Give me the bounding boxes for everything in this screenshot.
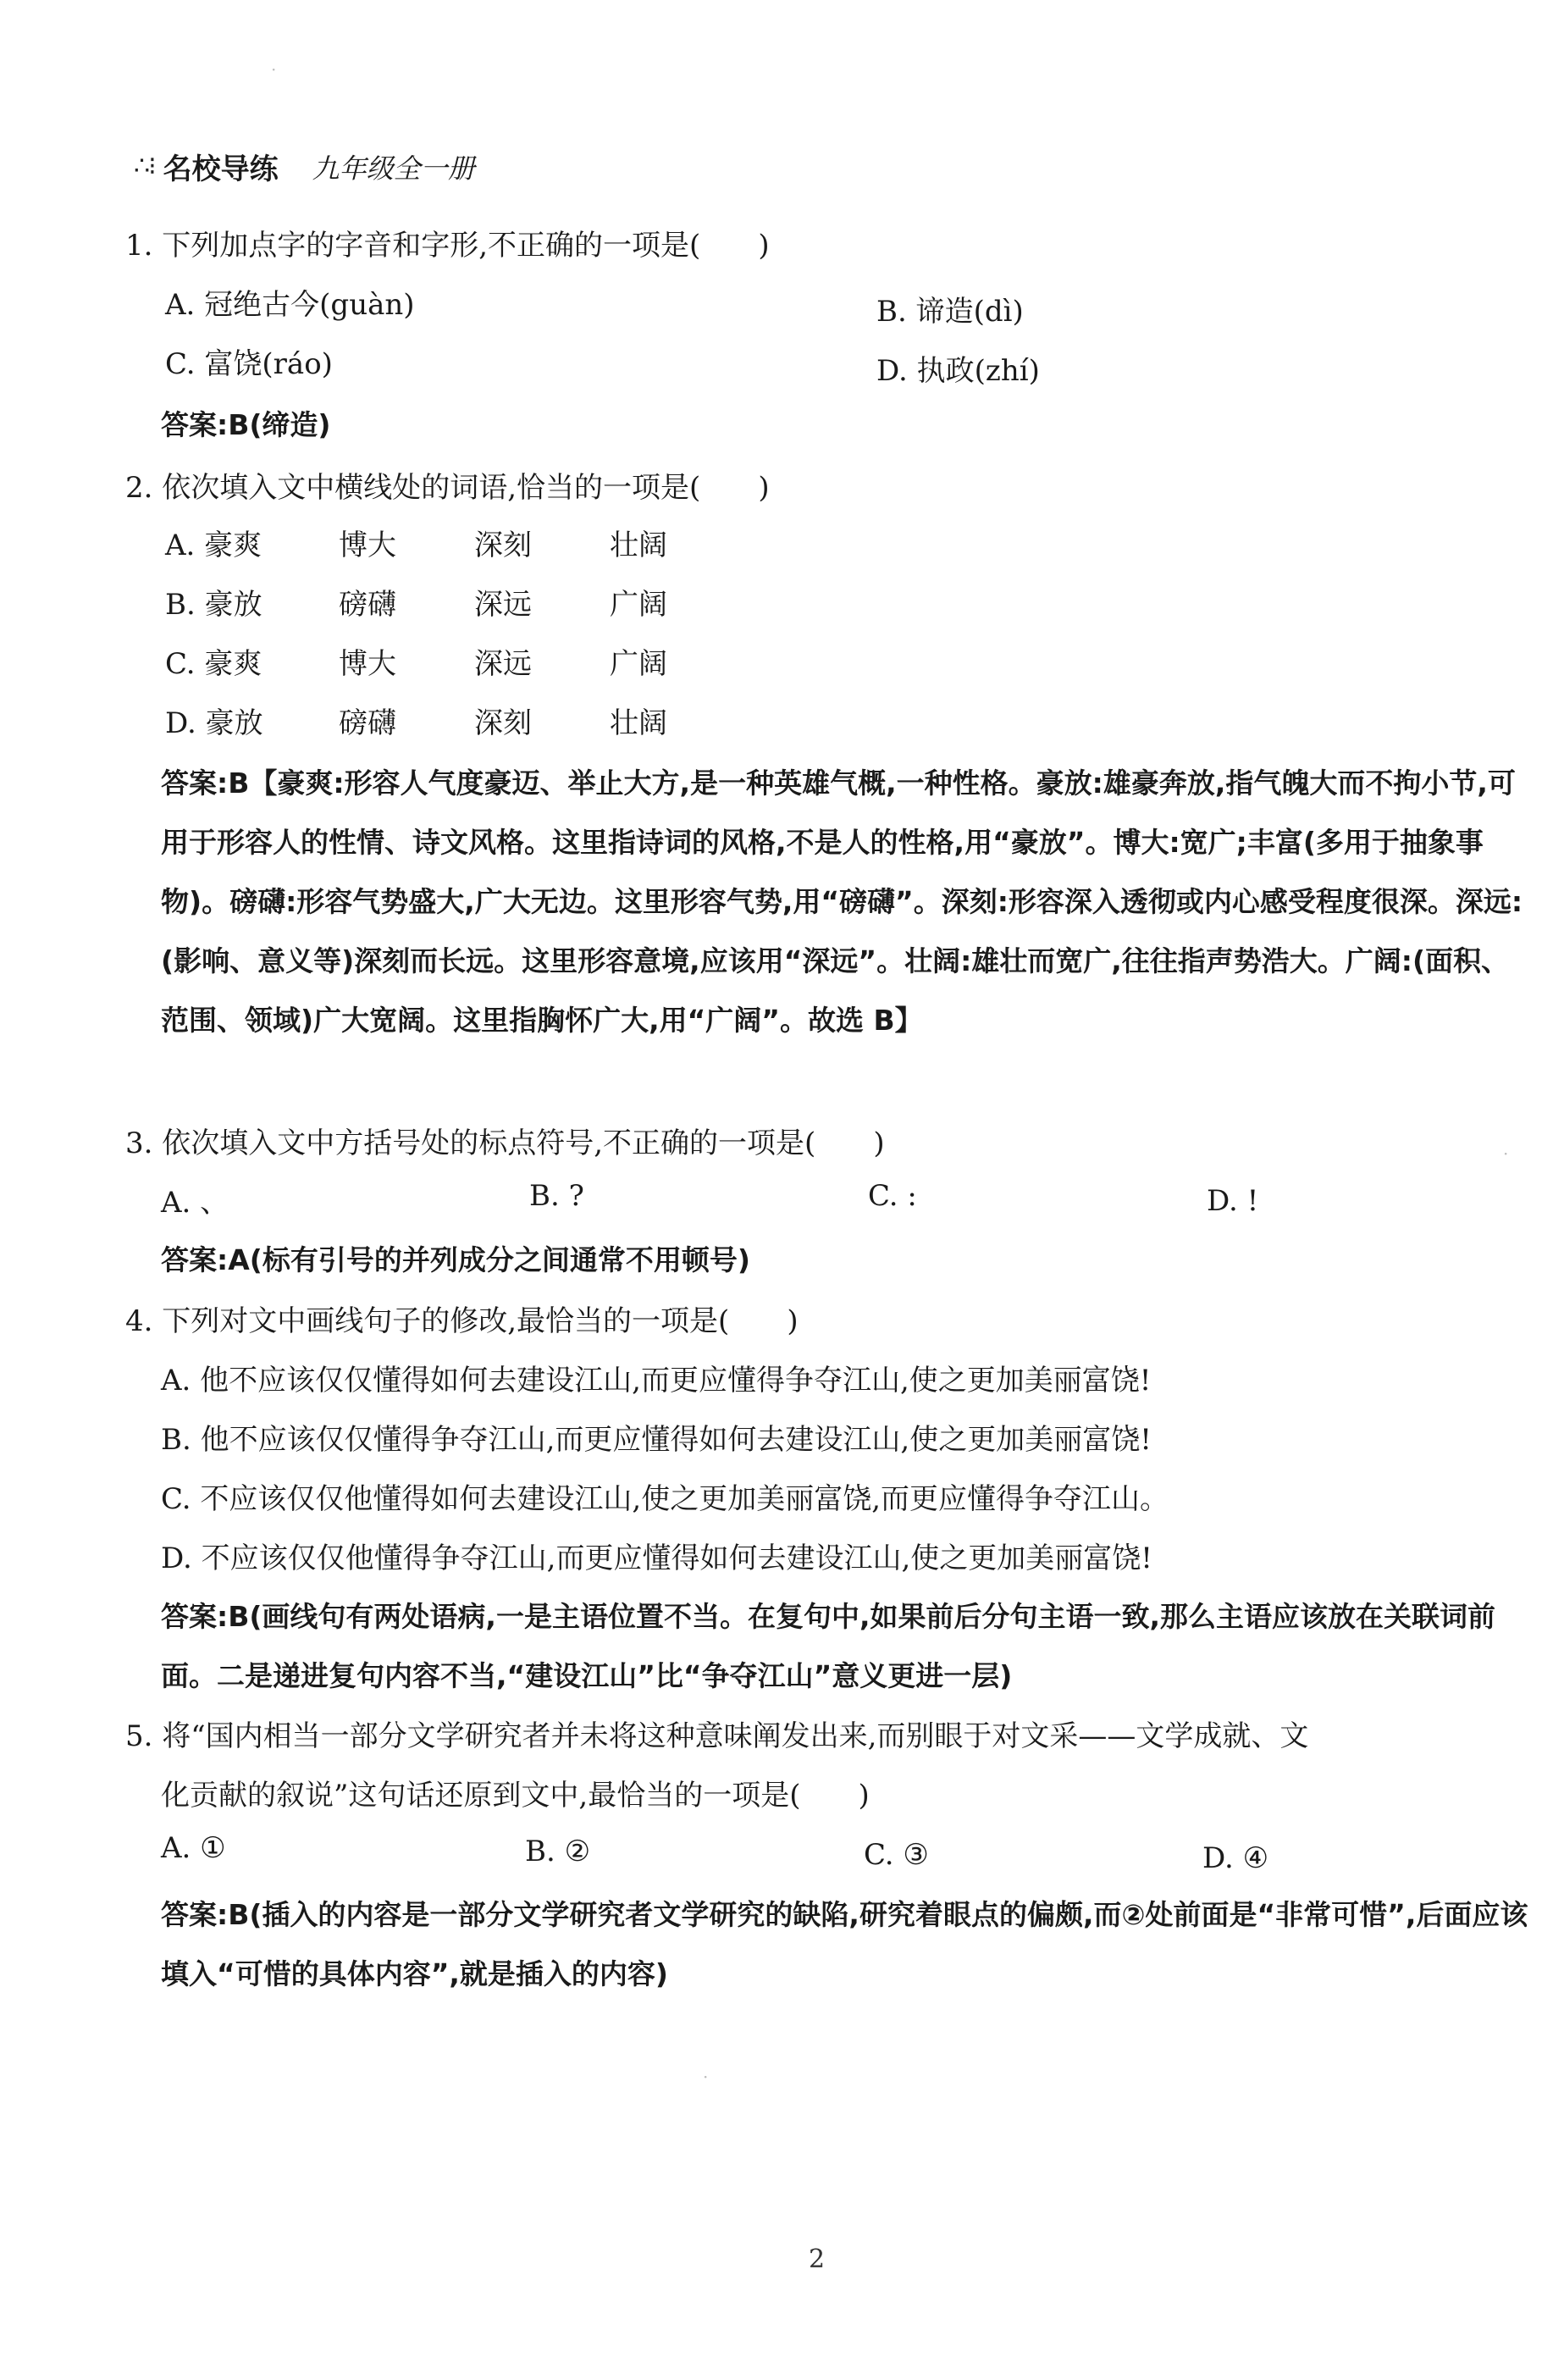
running-header	[134, 146, 475, 187]
brand-title: 名校导练	[163, 152, 279, 186]
question-5-stem-line-1: 5. 将“国内相当一部分文学研究者并未将这种意味阐发出来,而别眼于对文采——文学成就、文	[125, 1719, 1309, 1753]
question-1-option-a: A. 冠绝古今(guàn)	[165, 288, 415, 322]
question-1-option-d: D. 执政(zhí)	[876, 354, 1040, 388]
question-4-stem: 4. 下列对文中画线句子的修改,最恰当的一项是( )	[125, 1304, 799, 1338]
page-number: 2	[809, 2244, 826, 2274]
word-cell: 深刻	[474, 706, 532, 740]
word-cell: B. 豪放	[165, 588, 263, 622]
question-2-option-b	[165, 581, 667, 623]
word-cell: 壮阔	[610, 706, 667, 740]
word-cell: 壮阔	[610, 529, 667, 562]
word-cell: D. 豪放	[165, 706, 263, 740]
word-cell: 深刻	[474, 529, 532, 562]
scan-speck: ·	[1503, 1143, 1509, 1164]
question-5-option-b: B. ②	[525, 1835, 591, 1868]
question-3-stem: 3. 依次填入文中方括号处的标点符号,不正确的一项是( )	[125, 1126, 885, 1160]
question-5-stem-line-2: 化贡献的叙说”这句话还原到文中,最恰当的一项是( )	[161, 1779, 870, 1813]
word-cell: 博大	[339, 647, 396, 681]
question-2-option-d	[165, 700, 667, 741]
question-2-option-a	[165, 522, 667, 563]
book-subtitle: 九年级全一册	[312, 152, 475, 185]
question-2-option-c	[165, 640, 667, 682]
question-5-option-c: C. ③	[864, 1838, 929, 1872]
question-4-option-a: A. 他不应该仅仅懂得如何去建设江山,而更应懂得争夺江山,使之更加美丽富饶!	[161, 1364, 1152, 1398]
scan-speck: ·	[271, 59, 277, 80]
question-2-answer: 答案:B【豪爽:形容人气度豪迈、举止大方,是一种英雄气概,一种性格。豪放:雄豪奔放,指气魄大而不拘小节,可用于形容人的性情、诗文风格。这里指诗词的风格,不是人的性格,用“豪放”。博大:宽广;丰富(多用于抽象事物)。磅礴:形容气势盛大,广大无边。这里形容气势,用“磅礴”。深刻:形容深入透彻或内心感受程度很深。深远:(影响、意义等)深刻而长远。这里形容意境,应该用“深远”。壮阔:雄壮而宽广,往往指声势浩大。广阔:(面积、范围、领域)广大宽阔。这里指胸怀广大,用“广阔”。故选 B】	[161, 767, 1523, 1037]
question-1-answer: 答案:B(缔造)	[161, 408, 331, 441]
question-2-stem: 2. 依次填入文中横线处的词语,恰当的一项是( )	[125, 471, 770, 505]
scan-speck: ·	[703, 2067, 709, 2087]
question-3-option-d: D. !	[1207, 1184, 1259, 1218]
question-1-stem: 1. 下列加点字的字音和字形,不正确的一项是( )	[125, 229, 770, 263]
question-3-option-a: A. 、	[161, 1186, 229, 1220]
question-5-option-d: D. ④	[1202, 1841, 1269, 1875]
word-cell: C. 豪爽	[165, 647, 263, 681]
question-4-option-c: C. 不应该仅仅他懂得如何去建设江山,使之更加美丽富饶,而更应懂得争夺江山。	[161, 1482, 1169, 1516]
word-cell: 磅礴	[339, 706, 396, 740]
question-4-answer: 答案:B(画线句有两处语病,一是主语位置不当。在复句中,如果前后分句主语一致,那么主语应该放在关联词前面。二是递进复句内容不当,“建设江山”比“争夺江山”意义更进一层)	[161, 1600, 1496, 1692]
question-4-option-d: D. 不应该仅仅他懂得争夺江山,而更应懂得如何去建设江山,使之更加美丽富饶!	[161, 1541, 1152, 1575]
word-cell: 广阔	[610, 588, 667, 622]
question-3-option-c: C. :	[868, 1179, 917, 1213]
question-3-answer: 答案:A(标有引号的并列成分之间通常不用顿号)	[161, 1243, 750, 1276]
dots-icon: ∴⁝	[134, 152, 155, 181]
question-4-option-b: B. 他不应该仅仅懂得争夺江山,而更应懂得如何去建设江山,使之更加美丽富饶!	[161, 1423, 1152, 1457]
word-cell: 深远	[474, 588, 532, 622]
word-cell: A. 豪爽	[165, 529, 263, 562]
question-5-option-a: A. ①	[161, 1831, 226, 1865]
question-1-option-c: C. 富饶(ráo)	[165, 347, 333, 381]
question-5-answer: 答案:B(插入的内容是一部分文学研究者文学研究的缺陷,研究着眼点的偏颇,而②处前面是“非常可惜”,后面应该填入“可惜的具体内容”,就是插入的内容)	[161, 1898, 1528, 1990]
word-cell: 博大	[339, 529, 396, 562]
word-cell: 深远	[474, 647, 532, 681]
word-cell: 磅礴	[339, 588, 396, 622]
question-3-option-b: B. ?	[529, 1179, 584, 1213]
question-1-option-b: B. 谛造(dì)	[876, 295, 1024, 329]
word-cell: 广阔	[610, 647, 667, 681]
